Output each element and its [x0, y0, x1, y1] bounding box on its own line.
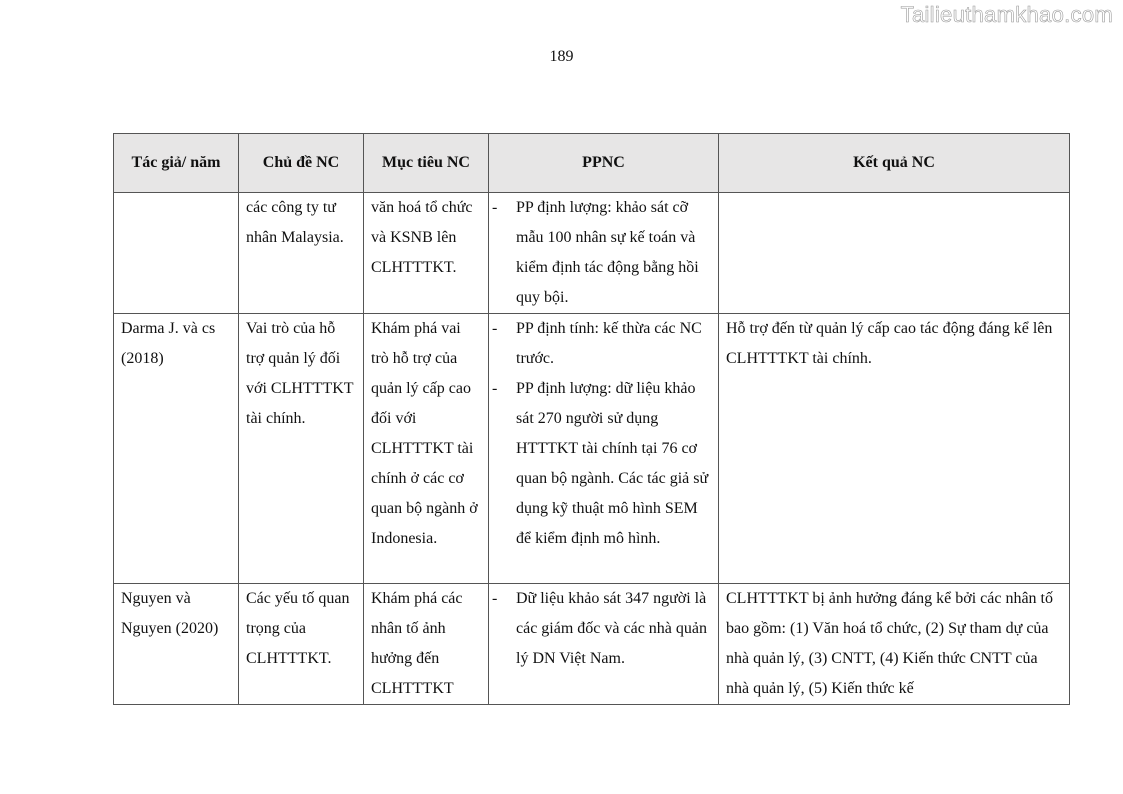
cell-topic: Vai trò của hỗ trợ quản lý đối với CLHTTTKT tài chính. — [239, 314, 364, 584]
cell-objective: Khám phá các nhân tố ảnh hưởng đến CLHTTTKT — [364, 584, 489, 705]
header-objective: Mục tiêu NC — [364, 134, 489, 193]
table-row — [114, 193, 1070, 314]
cell-author: Darma J. và cs (2018) — [114, 314, 239, 584]
header-author: Tác giả/ năm — [114, 134, 239, 193]
cell-author: Nguyen và Nguyen (2020) — [114, 584, 239, 705]
cell-objective: văn hoá tổ chức và KSNB lên CLHTTTKT. — [364, 193, 489, 314]
cell-methods — [489, 314, 719, 584]
method-item: - PP định lượng: dữ liệu khảo sát 270 người sử dụng HTTTKT tài chính tại 76 cơ quan bộ ngành. Các tác giả sử dụng kỹ thuật mô hình SEM để kiểm định mô hình. — [496, 374, 712, 554]
cell-result: CLHTTTKT bị ảnh hưởng đáng kể bởi các nhân tố bao gồm: (1) Văn hoá tổ chức, (2) Sự tham dự của nhà quản lý, (3) CNTT, (4) Kiến thức CNTT của nhà quản lý, (5) Kiến thức kế — [719, 584, 1070, 705]
header-topic: Chủ đề NC — [239, 134, 364, 193]
cell-result — [719, 193, 1070, 314]
method-item: - PP định lượng: khảo sát cỡ mẫu 100 nhân sự kế toán và kiểm định tác động bằng hồi quy bội. — [496, 193, 712, 313]
literature-review-table — [113, 133, 1070, 705]
header-methods: PPNC — [489, 134, 719, 193]
method-item: - Dữ liệu khảo sát 347 người là các giám đốc và các nhà quản lý DN Việt Nam. — [496, 584, 712, 674]
table-row — [114, 584, 1070, 705]
table-row — [114, 314, 1070, 584]
cell-topic: Các yếu tố quan trọng của CLHTTTKT. — [239, 584, 364, 705]
cell-methods — [489, 584, 719, 705]
watermark: Tailieuthamkhao.com — [900, 2, 1113, 27]
page-number: 189 — [549, 48, 574, 65]
cell-methods — [489, 193, 719, 314]
table-header-row — [114, 134, 1070, 193]
cell-author — [114, 193, 239, 314]
cell-result: Hỗ trợ đến từ quản lý cấp cao tác động đáng kể lên CLHTTTKT tài chính. — [719, 314, 1070, 584]
cell-topic: các công ty tư nhân Malaysia. — [239, 193, 364, 314]
method-item: - PP định tính: kế thừa các NC trước. — [496, 314, 712, 374]
cell-objective: Khám phá vai trò hỗ trợ của quản lý cấp cao đối với CLHTTTKT tài chính ở các cơ quan bộ ngành ở Indonesia. — [364, 314, 489, 584]
header-result: Kết quả NC — [719, 134, 1070, 193]
